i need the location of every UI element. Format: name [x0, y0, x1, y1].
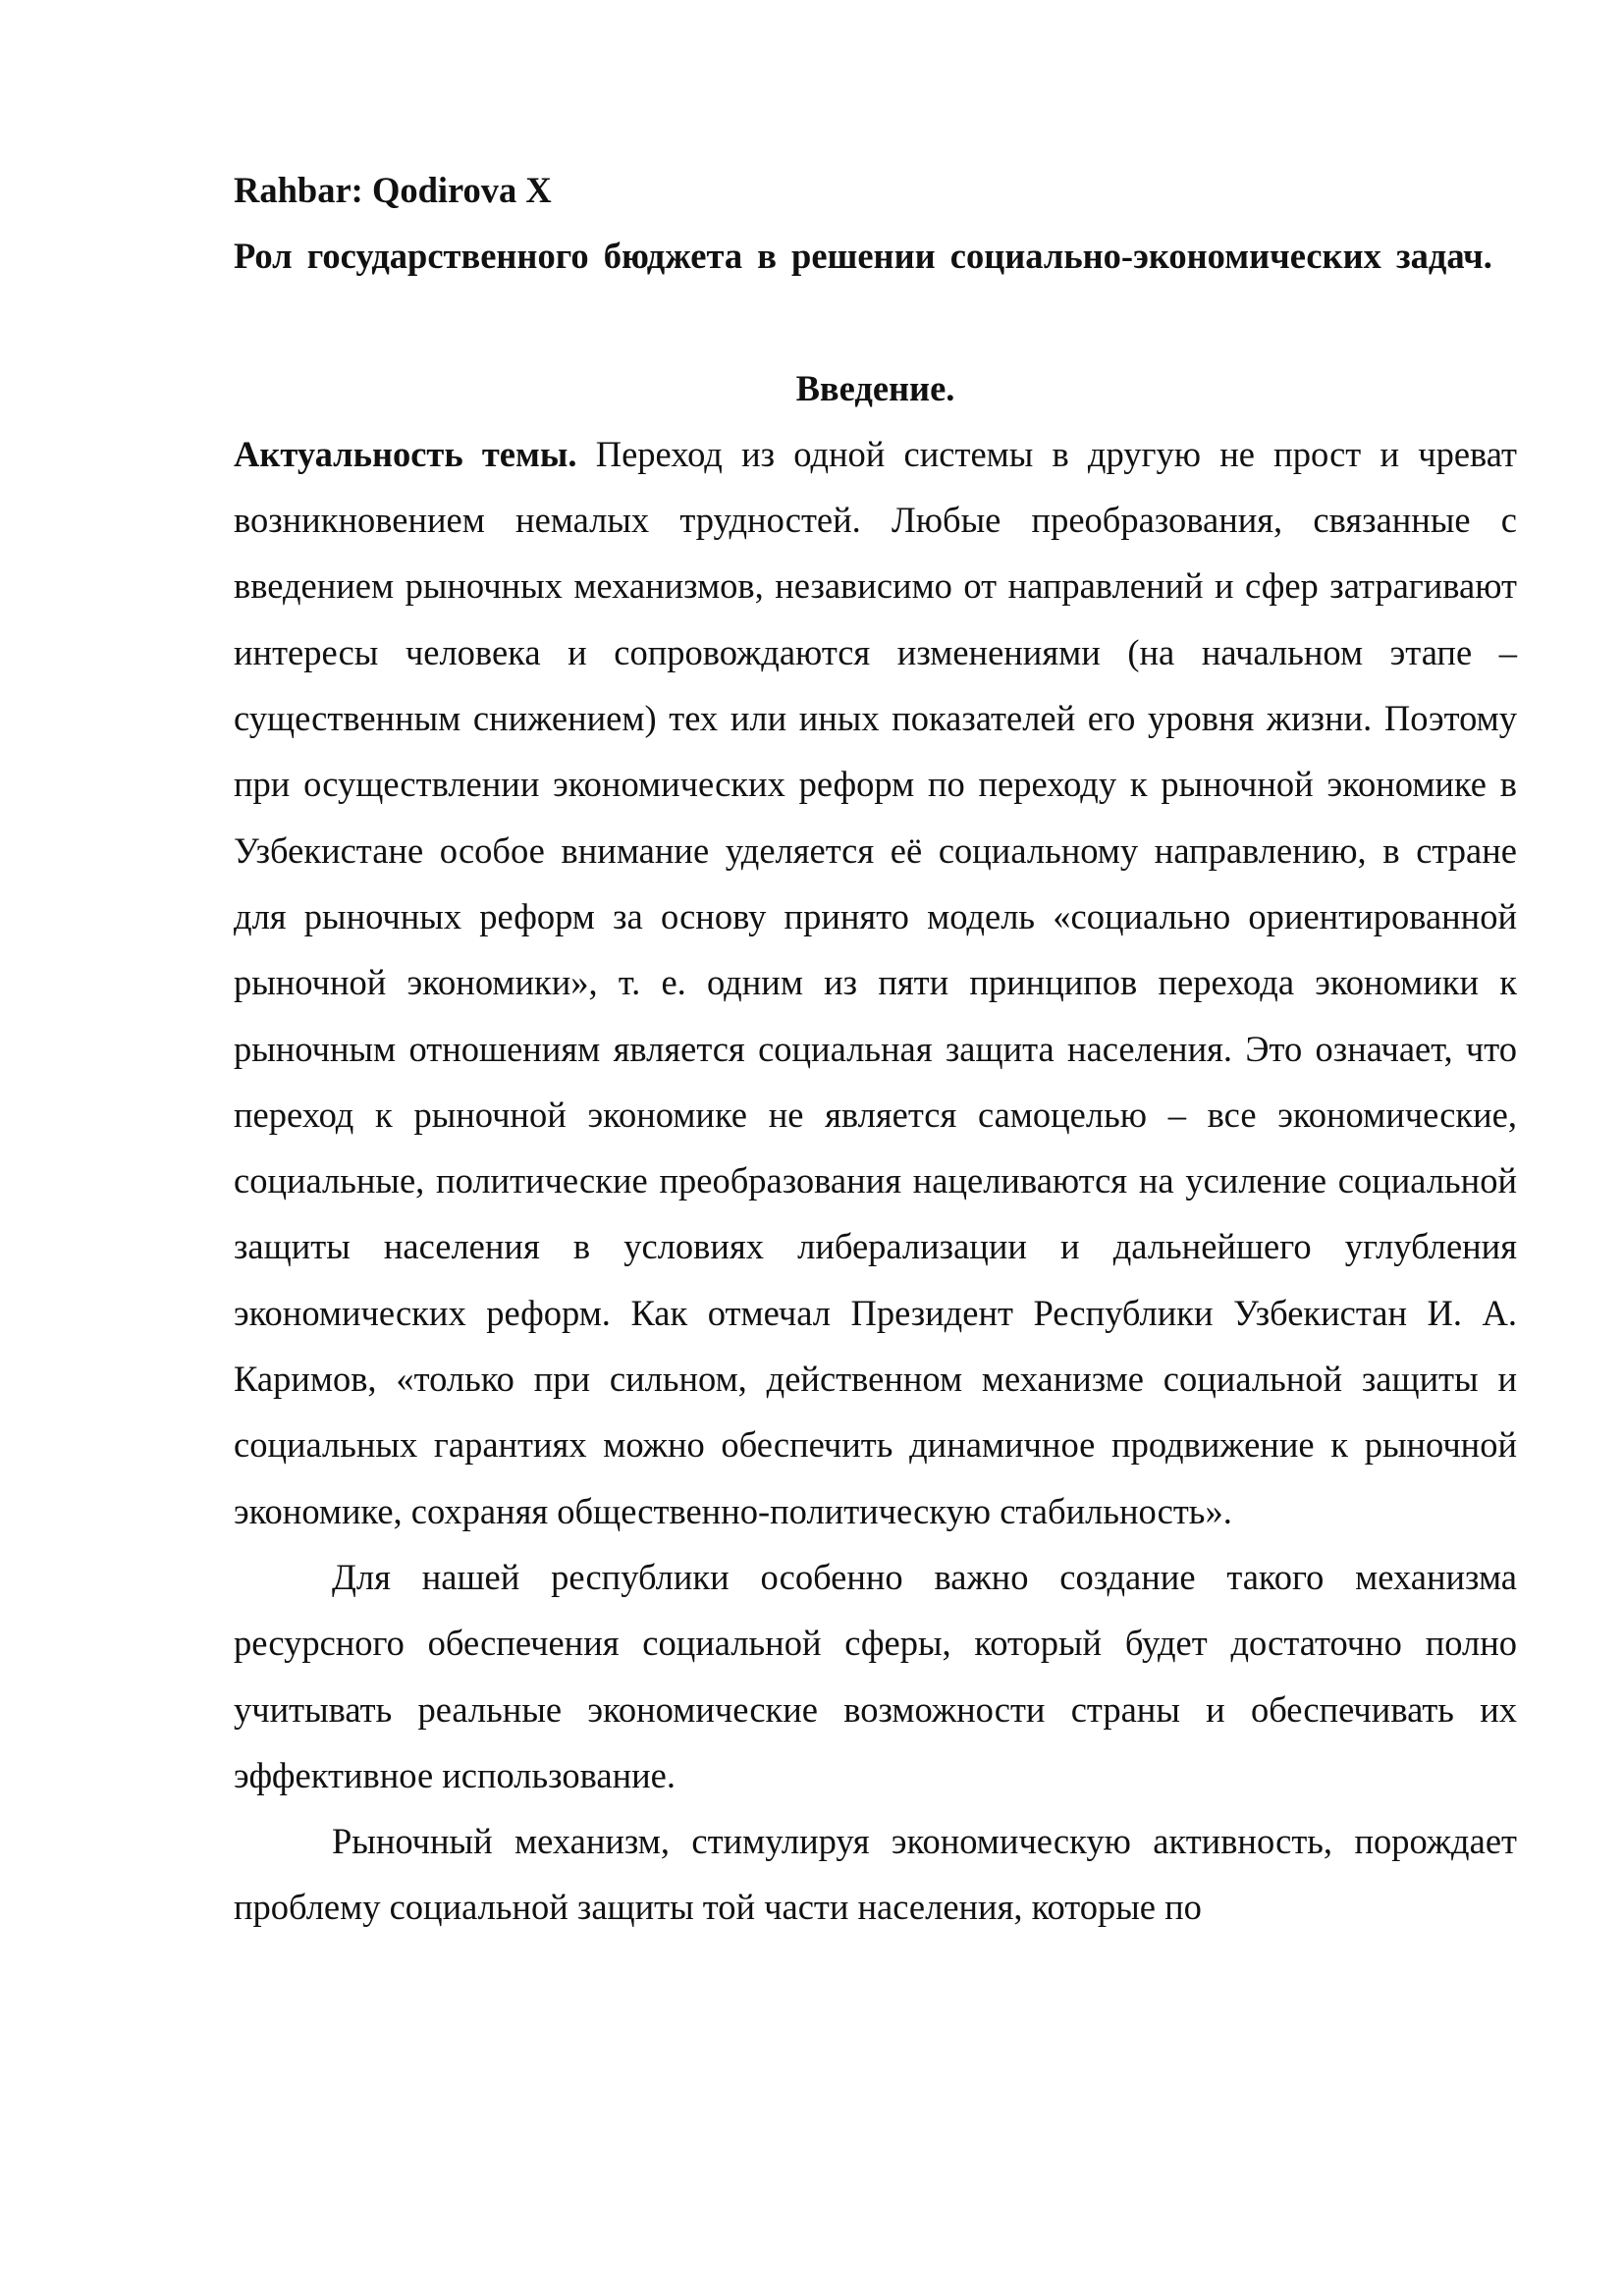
page-content: [234, 157, 1517, 1941]
section-heading: Введение.: [795, 367, 955, 408]
paragraph-relevance: [234, 421, 1517, 1544]
paragraph-text: Переход из одной системы в другую не прост и чреват возникновением немалых трудностей. Любые преобразования, связанные с введением рыночных механизмов, независимо от направлений и сфер затрагивают интересы человека и сопровождаются изменениями (на начальном этапе – существенным снижением) тех или иных показателей его уровня жизни. Поэтому при осуществлении экономических реформ по переходу к рыночной экономике в Узбекистане особое внимание уделяется её социальному направлению, в стране для рыночных реформ за основу принято модель «социально ориентированной рыночной экономики», т. е. одним из пяти принципов перехода экономики к рыночным отношениям является социальная защита населения. Это означает, что переход к рыночной экономике не является самоцелью – все экономические, социальные, политические преобразования нацеливаются на усиление социальной защиты населения в условиях либерализации и дальнейшего углубления экономических реформ. Как отмечал Президент Республики Узбекистан И. А. Каримов, «только при сильном, действенном механизме социальной защиты и социальных гарантиях можно обеспечить динамичное продвижение к рыночной экономике, сохраняя общественно-политическую стабильность».: [234, 433, 1517, 1531]
blank-line: [234, 290, 1517, 355]
paragraph-lead: Актуальность темы.: [234, 433, 577, 474]
document-title: Рол государственного бюджета в решении социально-экономических задач.: [234, 236, 1492, 277]
paragraph-market-mechanism: Рыночный механизм, стимулируя экономическую активность, порождает проблему социальной защиты той части населения, которые по: [234, 1821, 1517, 1928]
paragraph-resource-mechanism: Для нашей республики особенно важно создание такого механизма ресурсного обеспечения социальной сферы, который будет достаточно полно учитывать реальные экономические возможности страны и обеспечивать их эффективное использование.: [234, 1556, 1517, 1795]
supervisor-line: Rahbar: Qodirova X: [234, 170, 552, 210]
